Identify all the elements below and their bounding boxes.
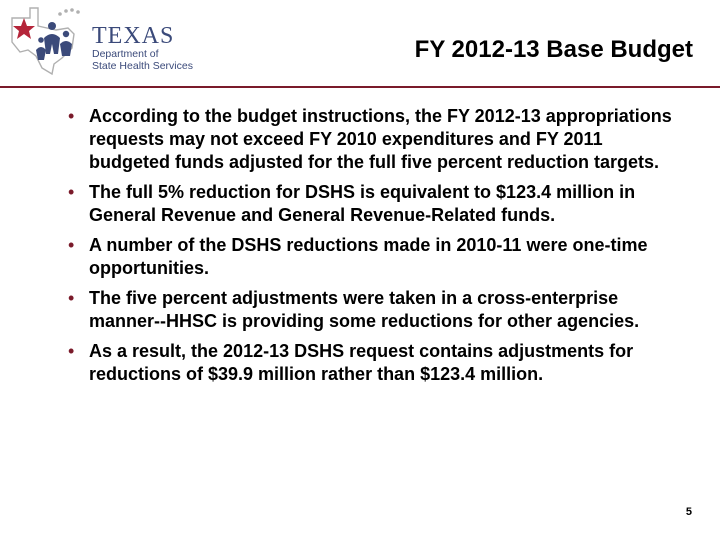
bullet-item: • According to the budget instructions, the FY 2012-13 appropriations requests may not exceed FY 2010 expenditures and FY 2011 budgeted funds adjusted for the full five percent reduction targets. [68,105,678,174]
bullet-item: • A number of the DSHS reductions made in 2010-11 were one-time opportunities. [68,234,678,280]
page-number: 5 [685,506,692,518]
bullet-item: • As a result, the 2012-13 DSHS request contains adjustments for reductions of $39.9 million rather than $123.4 million. [68,340,678,386]
logo-department-line-2: State Health Services [92,60,193,72]
slide-title: FY 2012-13 Base Budget [414,36,693,63]
texas-map-people-icon [8,4,92,76]
logo-state-name: TEXAS [92,23,175,49]
bullet-item: • The full 5% reduction for DSHS is equivalent to $123.4 million in General Revenue and General Revenue-Related funds. [68,181,678,227]
logo-department-line-1: Department of [92,48,159,60]
dshs-logo [8,4,198,76]
bullet-list [68,105,678,393]
title-divider [0,86,720,88]
bullet-item: • The five percent adjustments were taken in a cross-enterprise manner--HHSC is providing some reductions for other agencies. [68,287,678,333]
logo-text [92,24,193,72]
